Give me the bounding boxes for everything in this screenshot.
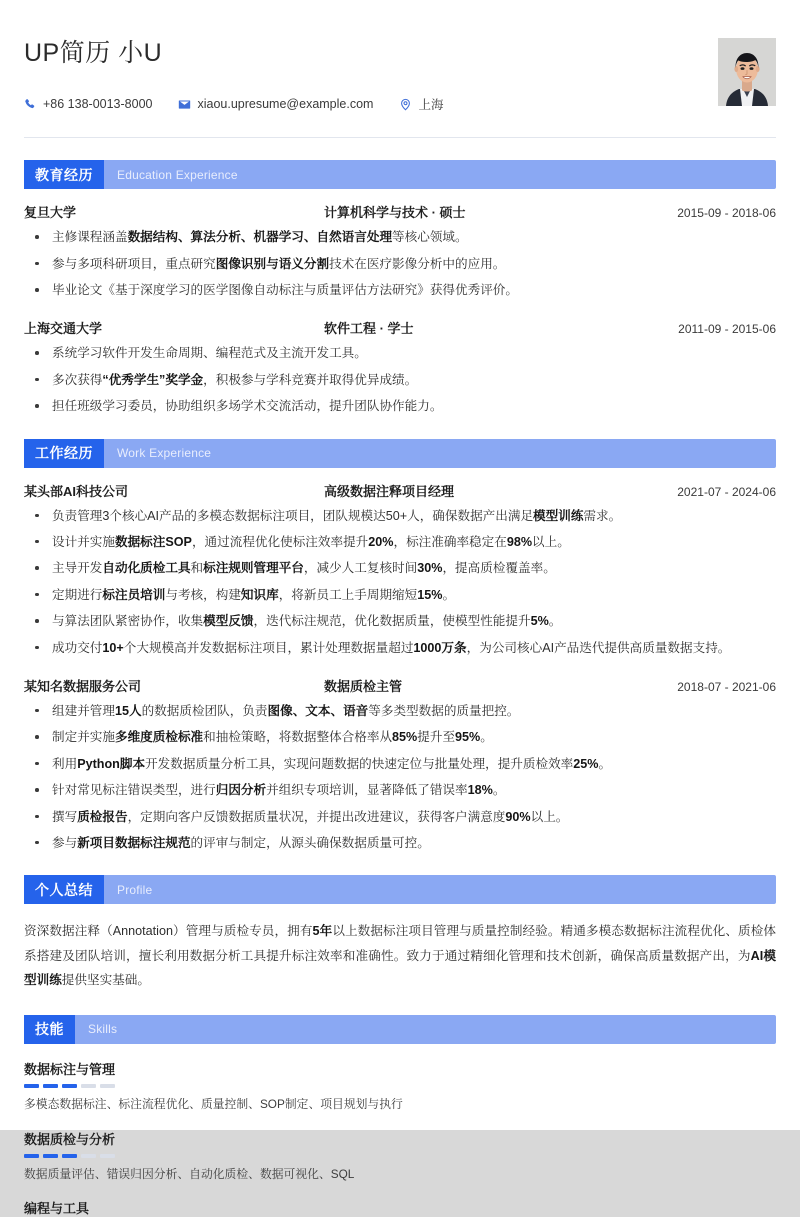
section-title-cn: 技能 [24,1015,75,1044]
education-entry [24,202,776,300]
entry-bullets [24,343,776,416]
entry-header [24,481,776,500]
skill-rating-segment [24,1084,39,1088]
entry-date: 2015-09 - 2018-06 [677,206,776,221]
skill-name: 数据质检与分析 [24,1131,116,1147]
profile-text: 资深数据注释（Annotation）管理与质检专员，拥有5年以上数据标注项目管理与质量控制经验。精通多模态数据标注流程优化、质检体系搭建及团队培训，擅长利用数据分析工具提升标注效率和准确性。致力于通过精细化管理和技术创新，确保高质量数据产出，为AI模型训练提供坚实基础。 [24,924,777,988]
list-item: 主导开发自动化质检工具和标注规则管理平台，减少人工复核时间30%，提高质检覆盖率。 [24,558,776,578]
location-pin-icon [399,98,412,111]
work-entry [24,676,776,853]
entry-date: 2018-07 - 2021-06 [677,679,776,694]
list-item: 针对常见标注错误类型，进行归因分析并组织专项培训，显著降低了错误率18%。 [24,780,776,800]
entry-date: 2011-09 - 2015-06 [678,322,776,337]
skill-rating-segment [24,1154,39,1158]
skill-rating-segment [100,1154,115,1158]
skill-name: 编程与工具 [24,1201,90,1217]
section-title-cn: 工作经历 [24,439,104,468]
resume-header [24,0,776,138]
entry-organization: 复旦大学 [24,205,77,221]
list-item: 毕业论文《基于深度学习的医学图像自动标注与质量评估方法研究》获得优秀评价。 [24,280,776,300]
skill-item [24,1059,776,1114]
list-item: 参与新项目数据标注规范的评审与制定，从源头确保数据质量可控。 [24,833,776,853]
skill-description: 数据质量评估、错误归因分析、自动化质检、数据可视化、SQL [24,1166,355,1181]
contact-location-value: 上海 [418,98,444,113]
education-entry [24,318,776,416]
skill-rating-segment [43,1154,58,1158]
skill-rating-segment [81,1154,96,1158]
list-item: 组建并管理15人的数据质检团队，负责图像、文本、语音等多类型数据的质量把控。 [24,701,776,721]
entry-header [24,202,776,221]
contact-phone-value: +86 138-0013-8000 [43,97,153,112]
mail-icon [178,98,191,111]
section-work-experience [24,439,776,854]
entry-role: 高级数据注释项目经理 [324,483,455,499]
section-header-work [24,439,776,468]
entry-bullets [24,701,776,853]
contact-location[interactable] [399,95,443,113]
skill-item [24,1198,776,1217]
skill-description: 多模态数据标注、标注流程优化、质量控制、SOP制定、项目规划与执行 [24,1096,403,1111]
section-profile [24,875,776,993]
section-education [24,160,776,416]
entry-bullets [24,506,776,658]
list-item: 系统学习软件开发生命周期、编程范式及主流开发工具。 [24,343,776,363]
list-item: 负责管理3个核心AI产品的多模态数据标注项目，团队规模达50+人，确保数据产出满足模型训练需求。 [24,506,776,526]
section-skills [24,1015,776,1217]
section-title-en: Work Experience [117,446,212,461]
list-item: 利用Python脚本开发数据质量分析工具，实现问题数据的快速定位与批量处理，提升质检效率25%。 [24,754,776,774]
section-header-profile [24,875,776,904]
avatar [718,38,776,106]
page-title: UP简历 小U [24,39,163,67]
entry-organization: 某头部AI科技公司 [24,483,129,499]
entry-header [24,676,776,695]
entry-role: 数据质检主管 [324,678,403,694]
contact-phone[interactable] [24,97,152,111]
entry-role: 软件工程 · 学士 [324,321,414,337]
list-item: 制定并实施多维度质检标准和抽检策略，将数据整体合格率从85%提升至95%。 [24,727,776,747]
work-entry [24,481,776,658]
section-title-cn: 教育经历 [24,160,104,189]
entry-header [24,318,776,337]
entry-role: 计算机科学与技术 · 硕士 [324,205,466,221]
contact-email[interactable] [178,97,373,111]
contact-email-value: xiaou.upresume@example.com [197,97,374,112]
skill-rating-segment [100,1084,115,1088]
list-item: 主修课程涵盖数据结构、算法分析、机器学习、自然语言处理等核心领域。 [24,227,776,247]
section-title-cn: 个人总结 [24,875,104,904]
contact-row [24,95,776,125]
list-item: 定期进行标注员培训与考核，构建知识库，将新员工上手周期缩短15%。 [24,585,776,605]
section-header-education [24,160,776,189]
list-item: 参与多项科研项目，重点研究图像识别与语义分割技术在医疗影像分析中的应用。 [24,254,776,274]
section-title-en: Skills [88,1022,118,1037]
list-item: 成功交付10+个大规模高并发数据标注项目，累计处理数据量超过1000万条，为公司核心AI产品迭代提供高质量数据支持。 [24,638,776,658]
list-item: 撰写质检报告，定期向客户反馈数据质量状况，并提出改进建议，获得客户满意度90%以上。 [24,807,776,827]
list-item: 担任班级学习委员，协助组织多场学术交流活动，提升团队协作能力。 [24,396,776,416]
skill-rating [24,1154,776,1158]
section-title-en: Profile [117,882,153,897]
skill-rating-segment [62,1084,77,1088]
list-item: 多次获得“优秀学生”奖学金，积极参与学科竞赛并取得优异成绩。 [24,370,776,390]
entry-bullets [24,227,776,300]
skill-rating-segment [43,1084,58,1088]
skill-rating [24,1084,776,1088]
skill-item [24,1129,776,1184]
section-header-skills [24,1015,776,1044]
skill-rating-segment [62,1154,77,1158]
entry-organization: 某知名数据服务公司 [24,678,142,694]
list-item: 与算法团队紧密协作，收集模型反馈，迭代标注规范，优化数据质量，使模型性能提升5%。 [24,611,776,631]
section-title-en: Education Experience [117,167,238,182]
skill-rating-segment [81,1084,96,1088]
skill-name: 数据标注与管理 [24,1061,116,1077]
entry-date: 2021-07 - 2024-06 [677,484,776,499]
list-item: 设计并实施数据标注SOP，通过流程优化使标注效率提升20%，标注准确率稳定在98%以上。 [24,532,776,552]
entry-organization: 上海交通大学 [24,321,103,337]
phone-icon [24,98,37,111]
